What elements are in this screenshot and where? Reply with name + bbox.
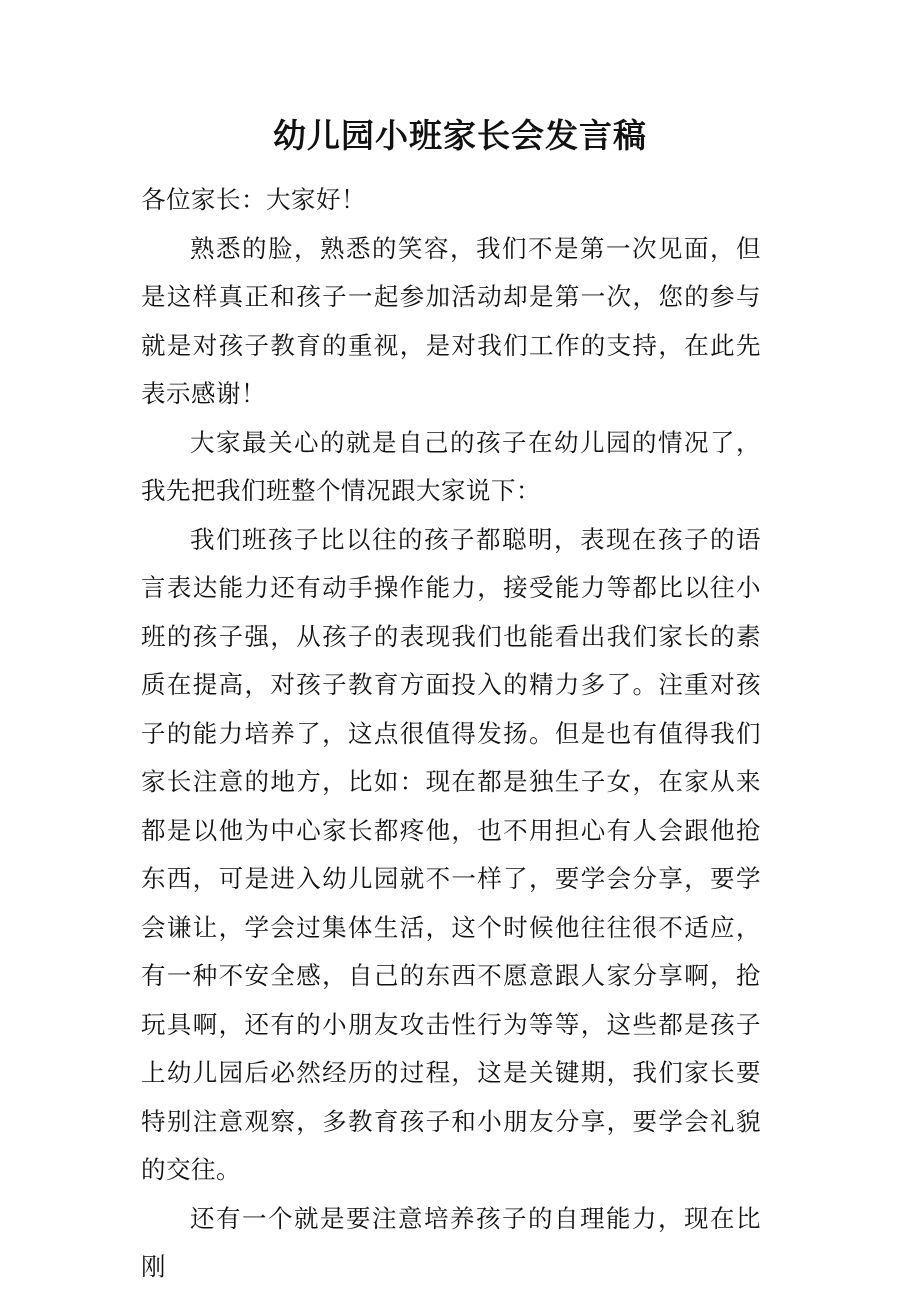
paragraph-4: 还有一个就是要注意培养孩子的自理能力，现在比刚 bbox=[141, 1203, 761, 1281]
paragraph-2: 大家最关心的就是自己的孩子在幼儿园的情况了，我先把我们班整个情况跟大家说下： bbox=[141, 427, 761, 505]
paragraph-3: 我们班孩子比以往的孩子都聪明，表现在孩子的语言表达能力还有动手操作能力，接受能力等都比以往小班的孩子强，从孩子的表现我们也能看出我们家长的素质在提高，对孩子教育方面投入的精力多了。注重对孩子的能力培养了，这点很值得发扬。但是也有值得我们家长注意的地方，比如：现在都是独生子女，在家从来都是以他为中心家长都疼他，也不用担心有人会跟他抢东西，可是进入幼儿园就不一样了，要学会分享，要学会谦让，学会过集体生活，这个时候他往往很不适应，有一种不安全感，自己的东西不愿意跟人家分享啊，抢玩具啊，还有的小朋友攻击性行为等等，这些都是孩子上幼儿园后必然经历的过程，这是关键期，我们家长要特别注意观察，多教育孩子和小朋友分享，要学会礼貌的交往。 bbox=[141, 524, 761, 1184]
paragraph-1: 熟悉的脸，熟悉的笑容，我们不是第一次见面，但是这样真正和孩子一起参加活动却是第一次，您的参与就是对孩子教育的重视，是对我们工作的支持，在此先表示感谢！ bbox=[141, 233, 761, 408]
greeting: 各位家长：大家好！ bbox=[141, 185, 366, 214]
document-title: 幼儿园小班家长会发言稿 bbox=[273, 116, 647, 155]
document-body bbox=[141, 176, 761, 1292]
